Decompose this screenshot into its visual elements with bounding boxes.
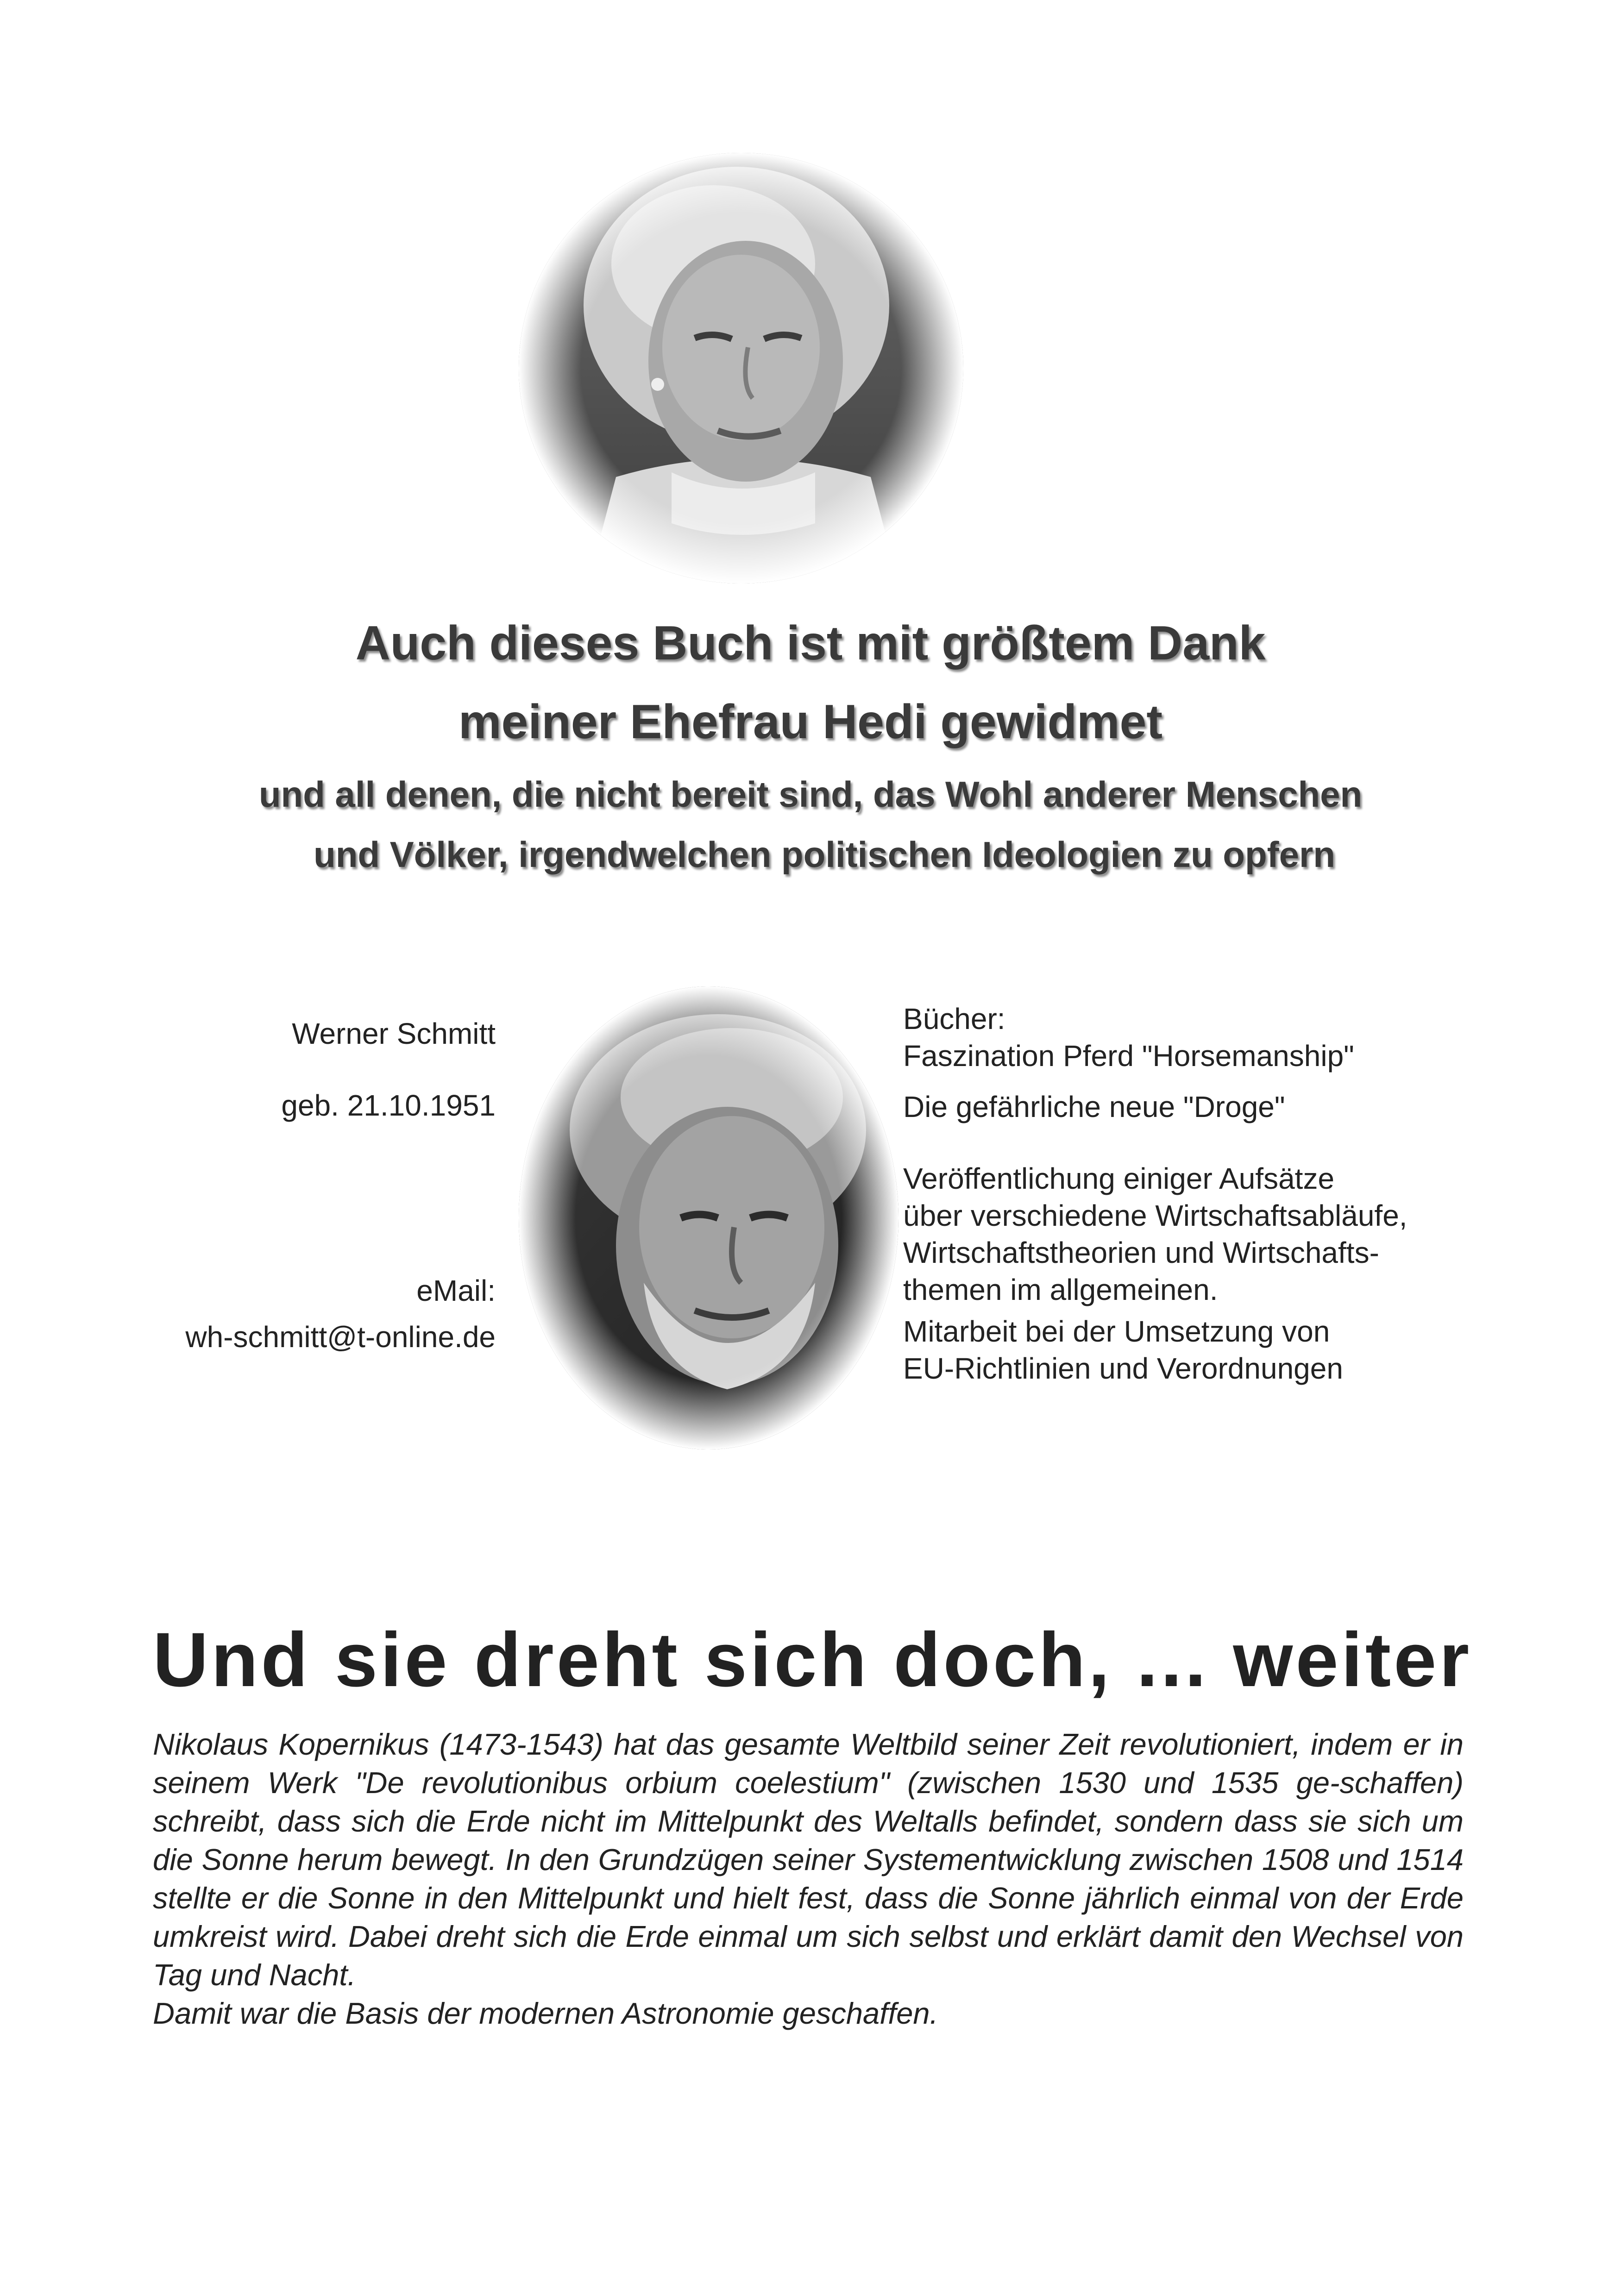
author-email-label: eMail: (416, 1274, 496, 1307)
author-portrait-image (519, 986, 898, 1449)
wife-portrait-photo (519, 153, 963, 583)
dedication-line-3: und all denen, die nicht bereit sind, das Wohl anderer Menschen (258, 774, 1363, 815)
intro-paragraph: Nikolaus Kopernikus (1473-1543) hat das gesamte Weltbild seiner Zeit revolutioniert, indem er in seinem Werk "De revolutionibus orbium coelestium" (zwischen 1530 und 1535 ge-schaffen) schreibt, dass sich die Erde nicht im Mittelpunkt des Weltalls befindet, sondern dass sie sich um die Sonne herum bewegt. In den Grundzügen seiner Systementwicklung zwischen 1508 und 1514 stellte er die Sonne in den Mittelpunkt und hielt fest, dass die Sonne jährlich einmal von der Erde umkreist wird. Dabei dreht sich die Erde einmal um sich selbst und erklärt damit den Wechsel von Tag und Nacht. (153, 1727, 1464, 1992)
book-title-1: Faszination Pferd "Horsemanship" (903, 1039, 1354, 1073)
author-birth-date: geb. 21.10.1951 (281, 1089, 496, 1122)
author-portrait-photo (519, 986, 898, 1449)
activity-publications: Veröffentlichung einiger Aufsätze über verschiedene Wirtschaftsabläufe, Wirtschaftstheorien und Wirtschafts- themen im allgemeinen. (903, 1162, 1407, 1306)
activity-eu-directives: Mitarbeit bei der Umsetzung von EU-Richtlinien und Verordnungen (903, 1315, 1343, 1385)
intro-text-block (153, 1725, 1464, 2033)
dedication-line-1: Auch dieses Buch ist mit größtem Dank (355, 616, 1266, 670)
dedication-line-4: und Völker, irgendwelchen politischen Ideologien zu opfern (314, 834, 1335, 875)
main-title: Und sie dreht sich doch, ... weiter (153, 1617, 1472, 1703)
dedication-line-2: meiner Ehefrau Hedi gewidmet (459, 695, 1162, 749)
author-email-link[interactable]: wh-schmitt@t-online.de (185, 1320, 496, 1354)
intro-closing-line: Damit war die Basis der modernen Astronomie geschaffen. (153, 1996, 938, 2030)
wife-portrait-image (519, 153, 963, 583)
books-heading: Bücher: (903, 1002, 1005, 1035)
author-name: Werner Schmitt (292, 1017, 496, 1050)
book-title-2: Die gefährliche neue "Droge" (903, 1090, 1285, 1123)
